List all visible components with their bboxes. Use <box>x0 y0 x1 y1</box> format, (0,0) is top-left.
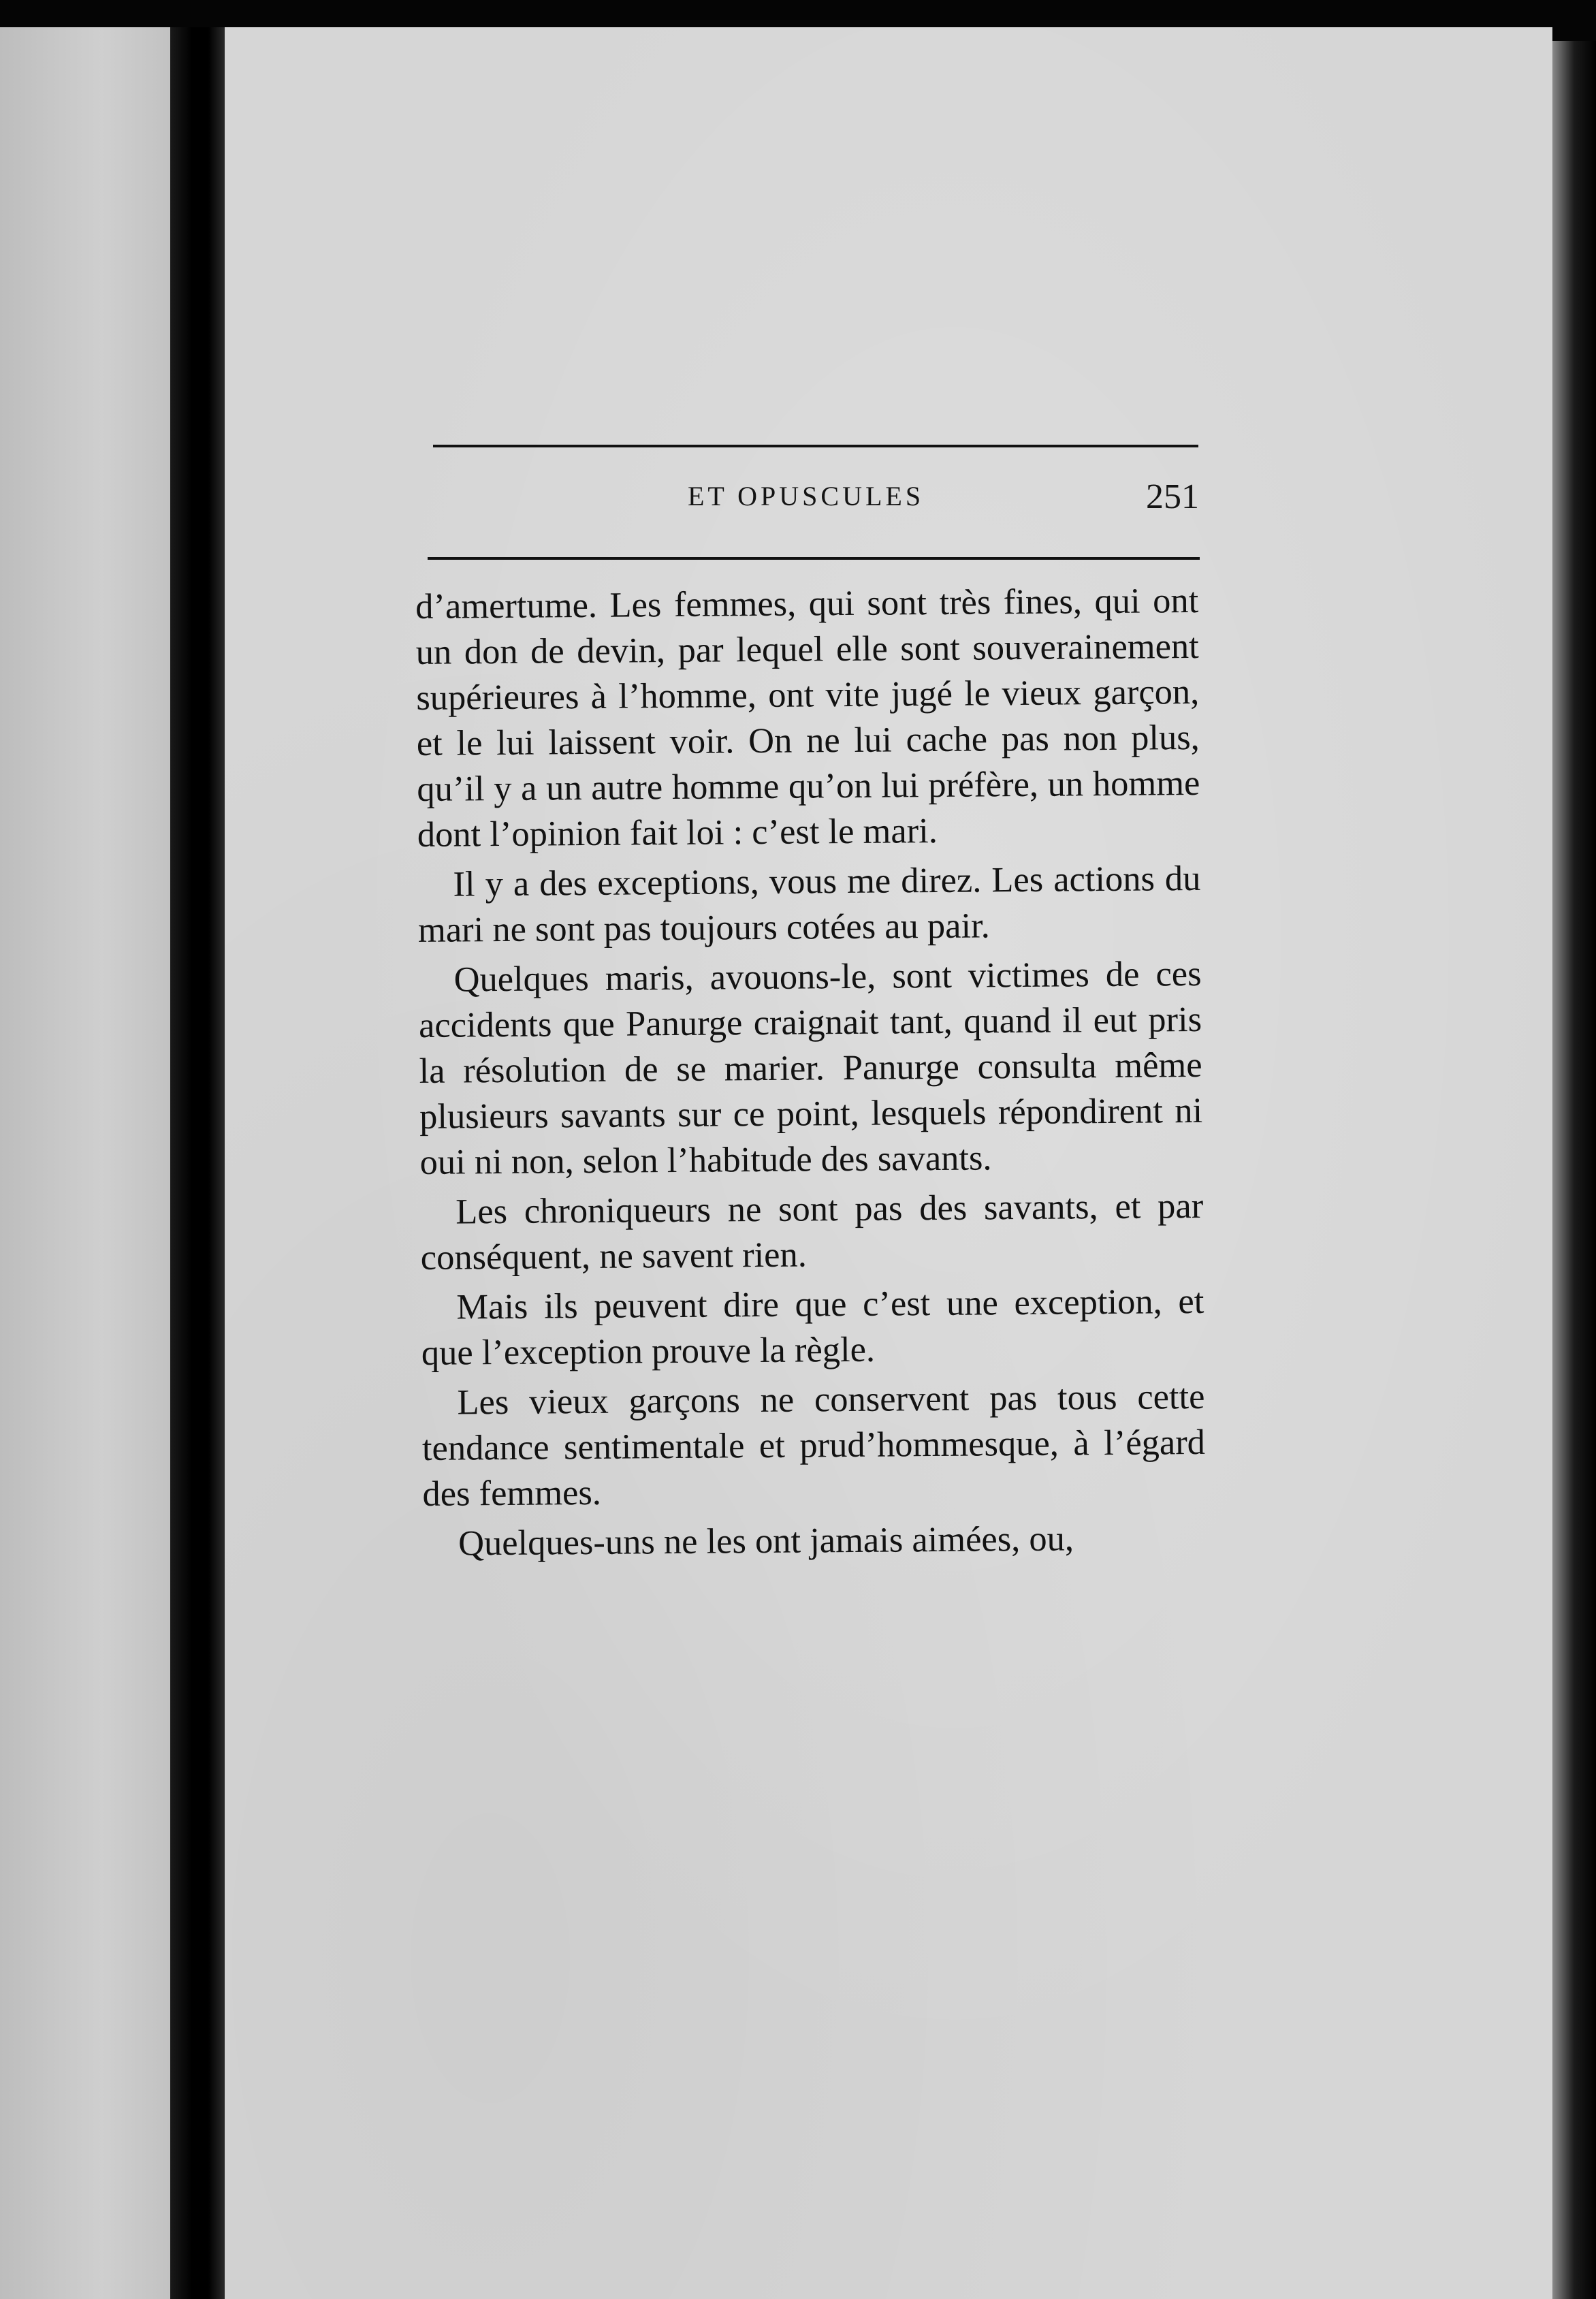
page-number: 251 <box>1146 477 1199 516</box>
running-head: ET OPUSCULES <box>688 481 925 511</box>
paragraph: Quelques maris, avouons-le, sont victimes de ces accidents que Panurge craignait tant, quand il eut pris la résolution de se marier. Panurge consulta même plusieurs savants sur ce point, lesquels répondirent ni oui ni non, selon l’habitude des savants. <box>418 953 1203 1182</box>
paragraph: Mais ils peuvent dire que c’est une exception, et que l’exception prouve la règle. <box>421 1281 1204 1373</box>
body-text <box>415 578 1206 1571</box>
facing-page-edge <box>0 27 170 2299</box>
paragraph: Il y a des exceptions, vous me direz. Les actions du mari ne sont pas toujours cotées au pair. <box>417 858 1201 950</box>
header-rule-bottom <box>428 557 1200 560</box>
header-rule-top <box>433 445 1198 447</box>
paragraph: d’amertume. Les femmes, qui sont très fines, qui ont un don de devin, par lequel elle sont souverainement supérieures à l’homme, ont vite jugé le vieux garçon, et le lui laissent voir. On ne lui cache pas non plus, qu’il y a un autre homme qu’on lui préfère, un homme dont l’opinion fait loi : c’est le mari. <box>415 580 1200 855</box>
paragraph: Les chroniqueurs ne sont pas des savants, et par conséquent, ne savent rien. <box>420 1186 1204 1278</box>
paragraph: Les vieux garçons ne conservent pas tous cette tendance sentimentale et prud’hommesque, à l’égard des femmes. <box>421 1376 1206 1514</box>
book-gutter <box>170 27 225 2299</box>
paragraph: Quelques-uns ne les ont jamais aimées, ou, <box>458 1519 1074 1564</box>
scan-right-border <box>1552 41 1596 2299</box>
